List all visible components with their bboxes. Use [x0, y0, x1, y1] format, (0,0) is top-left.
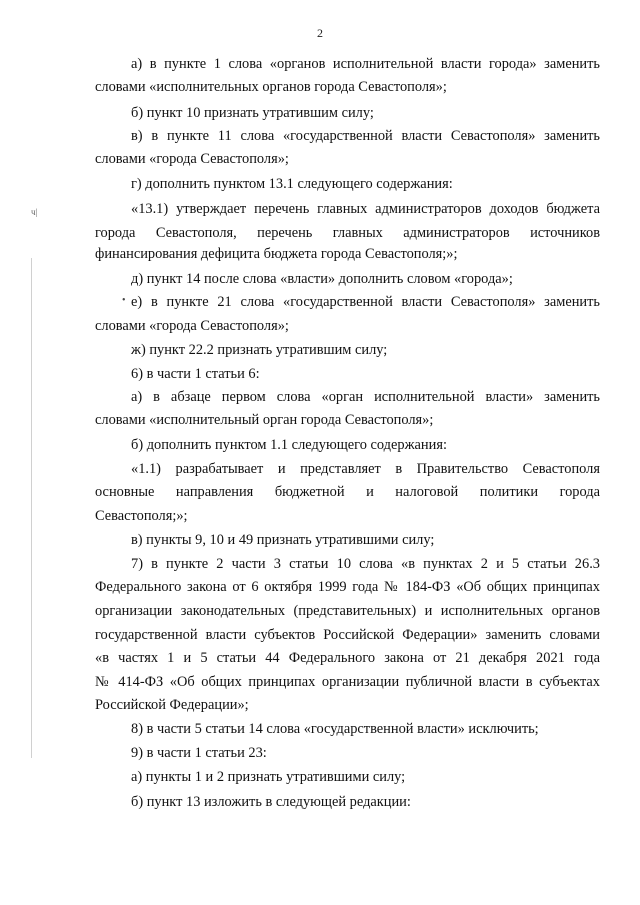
text-line: государственной власти субъектов Российской Федерации» заменить словами [95, 627, 600, 643]
text-line: д) пункт 14 после слова «власти» дополнить словом «города»; [131, 271, 513, 287]
text-line: в) пункты 9, 10 и 49 признать утратившими силу; [131, 532, 435, 548]
scan-artifact-dot: • [122, 295, 126, 306]
scan-artifact-mark: ч| [31, 207, 38, 217]
text-line: 6) в части 1 статьи 6: [131, 366, 260, 382]
text-line: № 414-ФЗ «Об общих принципах организации публичной власти в субъектах [95, 674, 600, 690]
text-line: 9) в части 1 статьи 23: [131, 745, 267, 761]
text-line: а) пункты 1 и 2 признать утратившими силу; [131, 769, 406, 785]
text-line: в) в пункте 11 слова «государственной власти Севастополя» заменить [131, 128, 600, 144]
text-line: б) пункт 13 изложить в следующей редакции: [131, 794, 411, 810]
text-line: б) пункт 10 признать утратившим силу; [131, 105, 374, 121]
text-line: 8) в части 5 статьи 14 слова «государственной власти» исключить; [131, 721, 539, 737]
text-line: словами «исполнительный орган города Севастополя»; [95, 412, 434, 428]
text-line: г) дополнить пунктом 13.1 следующего содержания: [131, 176, 453, 192]
text-line: ж) пункт 22.2 признать утратившим силу; [131, 342, 388, 358]
text-line: «1.1) разрабатывает и представляет в Правительство Севастополя [131, 461, 600, 477]
scan-edge-line [31, 258, 32, 758]
text-line: города Севастополя, перечень главных администраторов источников [95, 225, 600, 241]
text-line: а) в пункте 1 слова «органов исполнительной власти города» заменить [131, 56, 600, 72]
text-line: Федерального закона от 6 октября 1999 года № 184-ФЗ «Об общих принципах [95, 579, 600, 595]
text-line: 7) в пункте 2 части 3 статьи 10 слова «в пунктах 2 и 5 статьи 26.3 [131, 556, 600, 572]
text-line: Российской Федерации»; [95, 697, 249, 713]
text-line: словами «исполнительных органов города Севастополя»; [95, 79, 447, 95]
text-line: б) дополнить пунктом 1.1 следующего содержания: [131, 437, 447, 453]
text-line: е) в пункте 21 слова «государственной власти Севастополя» заменить [131, 294, 600, 310]
text-line: «13.1) утверждает перечень главных администраторов доходов бюджета [131, 201, 600, 217]
text-line: словами «города Севастополя»; [95, 151, 289, 167]
text-line: а) в абзаце первом слова «орган исполнительной власти» заменить [131, 389, 600, 405]
text-line: Севастополя;»; [95, 508, 188, 524]
text-line: словами «города Севастополя»; [95, 318, 289, 334]
text-line: финансирования дефицита бюджета города Севастополя;»; [95, 246, 458, 262]
text-line: организации законодательных (представительных) и исполнительных органов [95, 603, 600, 619]
page-number: 2 [317, 26, 323, 40]
text-line: основные направления бюджетной и налоговой политики города [95, 484, 600, 500]
text-line: «в частях 1 и 5 статьи 44 Федерального закона от 21 декабря 2021 года [95, 650, 600, 666]
